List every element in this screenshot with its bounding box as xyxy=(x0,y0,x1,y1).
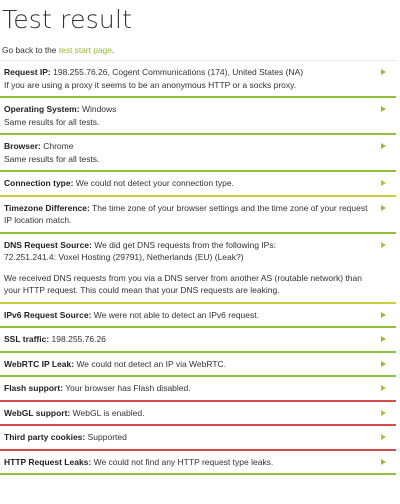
expand-arrow-icon[interactable] xyxy=(381,385,386,391)
result-value: We could not detect an IP via WebRTC. xyxy=(74,358,227,369)
expand-arrow-icon[interactable] xyxy=(381,312,386,318)
back-suffix: . xyxy=(111,45,115,55)
result-row[interactable] xyxy=(0,172,396,197)
result-row[interactable] xyxy=(0,328,396,353)
result-row[interactable] xyxy=(0,197,396,234)
expand-arrow-icon[interactable] xyxy=(381,361,386,367)
expand-arrow-icon[interactable] xyxy=(381,143,386,149)
result-label: Timezone Difference: xyxy=(4,202,90,213)
result-value: 198.255.76.26, Cogent Communications (174), United States (NA) xyxy=(50,67,304,77)
result-detail: If you are using a proxy it seems to be an anonymous HTTP or a socks proxy. xyxy=(4,79,297,90)
expand-arrow-icon[interactable] xyxy=(381,434,386,440)
result-row[interactable] xyxy=(0,353,396,378)
result-detail: Same results for all tests. xyxy=(4,116,100,127)
result-label: IPv6 Request Source: xyxy=(4,309,92,320)
expand-arrow-icon[interactable] xyxy=(381,410,386,416)
results-list xyxy=(0,60,400,475)
result-detail: Same results for all tests. xyxy=(4,153,100,164)
result-row[interactable] xyxy=(0,98,396,135)
result-note: We received DNS requests from you via a DNS server from another AS (routable network) than your HTTP request. This could mean that your DNS requests are leaking. xyxy=(4,272,362,295)
result-row[interactable] xyxy=(0,377,396,402)
back-prefix: Go back to the xyxy=(2,45,59,55)
result-value: Supported xyxy=(85,432,127,442)
expand-arrow-icon[interactable] xyxy=(381,459,386,465)
result-label: Flash support: xyxy=(4,383,64,393)
result-row[interactable] xyxy=(0,426,396,451)
result-row[interactable] xyxy=(0,451,396,476)
result-value: The time zone of your browser settings and the time zone of your request IP location match. xyxy=(4,202,368,225)
result-row[interactable] xyxy=(0,402,396,427)
result-label: Request IP: xyxy=(4,67,51,77)
back-line xyxy=(2,44,114,56)
result-label: WebRTC IP Leak: xyxy=(4,358,75,369)
expand-arrow-icon[interactable] xyxy=(381,205,386,211)
result-label: WebGL support: xyxy=(4,407,71,418)
result-label: Operating System: xyxy=(4,104,80,114)
result-row[interactable] xyxy=(0,304,396,329)
result-label: HTTP Request Leaks: xyxy=(4,456,92,467)
result-value: We could not detect your connection type. xyxy=(73,178,234,188)
result-label: Browser: xyxy=(4,141,41,151)
result-label: Third party cookies: xyxy=(4,432,86,442)
result-value: We did get DNS requests from the following IPs: xyxy=(91,239,276,250)
expand-arrow-icon[interactable] xyxy=(381,180,386,186)
result-label: Connection type: xyxy=(4,178,74,188)
result-detail: 72.251.241.4: Voxel Hosting (29791), Netherlands (EU) (Leak?) xyxy=(4,252,244,262)
result-value: Windows xyxy=(79,104,117,114)
expand-arrow-icon[interactable] xyxy=(381,336,386,342)
result-value: We were not able to detect an IPv6 request. xyxy=(91,309,259,320)
test-start-link[interactable]: test start page xyxy=(58,45,112,55)
result-value: We could not find any HTTP request type leaks. xyxy=(91,456,274,467)
result-value: Your browser has Flash disabled. xyxy=(63,383,191,393)
result-value: Chrome xyxy=(40,141,74,151)
result-value: 198.255.76.26 xyxy=(49,334,106,344)
result-value: WebGL is enabled. xyxy=(70,407,145,418)
result-label: DNS Request Source: xyxy=(4,239,92,250)
expand-arrow-icon[interactable] xyxy=(381,242,386,248)
result-row[interactable] xyxy=(0,135,396,172)
page-title: Test result xyxy=(2,5,133,34)
result-label: SSL traffic: xyxy=(4,334,50,344)
result-row[interactable] xyxy=(0,234,396,304)
expand-arrow-icon[interactable] xyxy=(381,69,386,75)
expand-arrow-icon[interactable] xyxy=(381,106,386,112)
result-row[interactable] xyxy=(0,60,396,98)
